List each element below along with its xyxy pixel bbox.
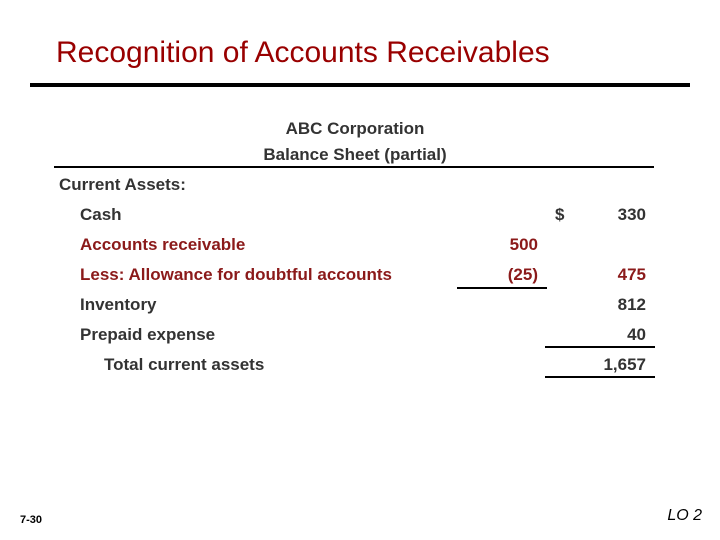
total-row xyxy=(0,353,720,377)
subtotal-rule xyxy=(457,287,547,289)
row-value-col2: 1,657 xyxy=(603,355,646,374)
row-label: Total current assets xyxy=(104,355,265,374)
row-label: Cash xyxy=(80,205,122,224)
table-row xyxy=(0,323,720,347)
section-label: Current Assets: xyxy=(59,175,186,194)
learning-objective: LO 2 xyxy=(667,507,702,524)
header-rule xyxy=(54,166,654,168)
total-rule-bottom xyxy=(545,376,655,378)
row-value-col2: 40 xyxy=(627,325,646,344)
row-label: Accounts receivable xyxy=(80,235,246,254)
row-label: Less: Allowance for doubtful accounts xyxy=(80,265,393,284)
total-rule-top xyxy=(545,346,655,348)
title-rule xyxy=(30,83,690,87)
row-value-col2: 812 xyxy=(617,295,646,314)
row-value-col1: (25) xyxy=(507,265,538,284)
row-value-col2: 475 xyxy=(617,265,646,284)
slide-title: Recognition of Accounts Receivables xyxy=(56,36,550,69)
company-name: ABC Corporation xyxy=(285,119,425,138)
table-row xyxy=(0,293,720,317)
statement-title: Balance Sheet (partial) xyxy=(263,145,447,164)
row-label: Inventory xyxy=(80,295,157,314)
table-row xyxy=(0,233,720,257)
row-label: Prepaid expense xyxy=(80,325,216,344)
section-row xyxy=(0,173,720,197)
slide-number: 7-30 xyxy=(20,514,43,526)
table-row xyxy=(0,203,720,227)
table-row xyxy=(0,263,720,287)
dollar-sign: $ xyxy=(555,205,565,224)
row-value-col2: 330 xyxy=(617,205,646,224)
row-value-col1: 500 xyxy=(509,235,538,254)
